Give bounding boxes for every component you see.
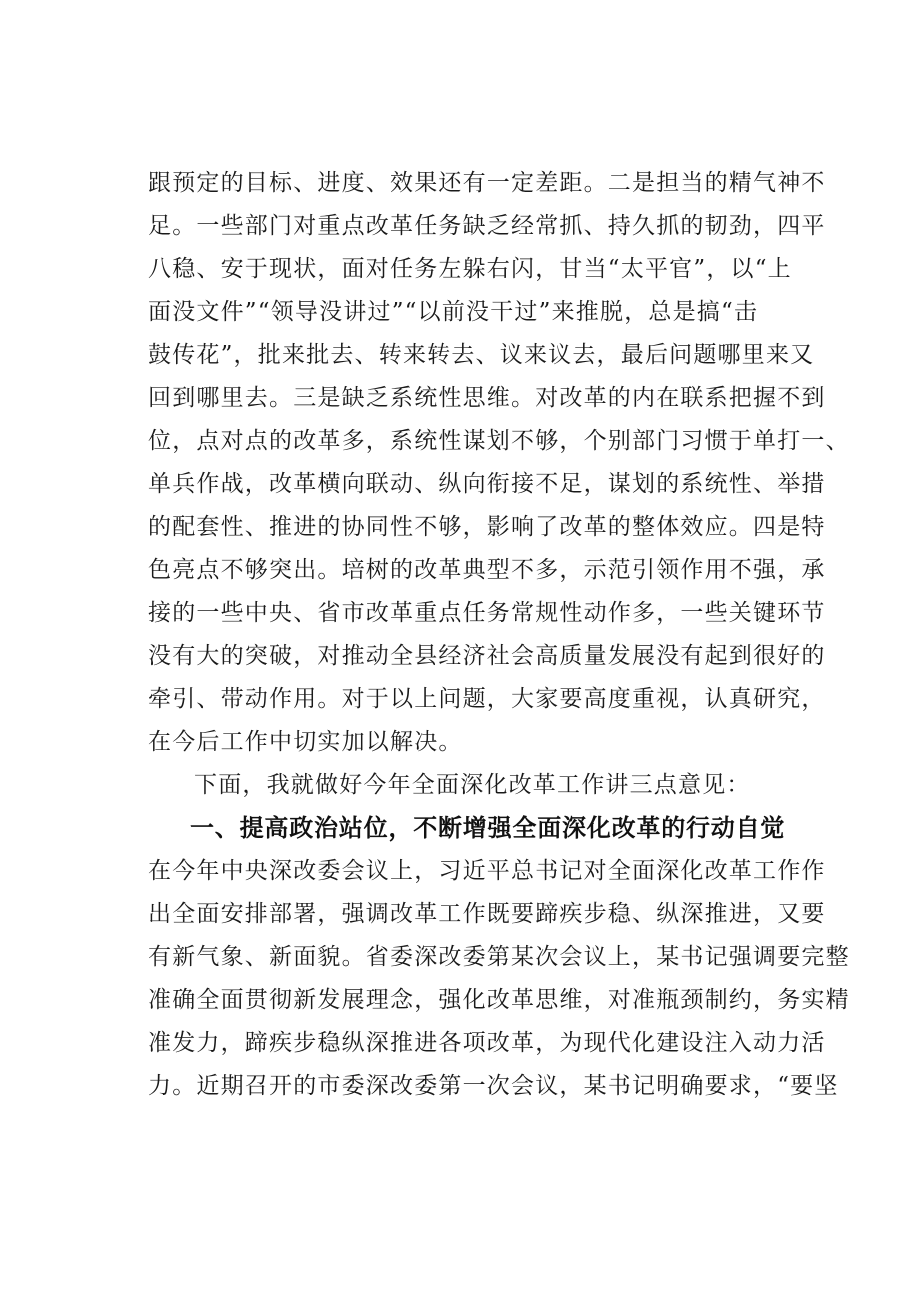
paragraph-line: 有新气象、新面貌。省委深改委第某次会议上，某书记强调要完整 — [148, 944, 850, 970]
paragraph-line: 鼓传花”，批来批去、转来转去、议来议去，最后问题哪里来又 — [148, 342, 815, 368]
paragraph-line: 位，点对点的改革多，系统性谋划不够，个别部门习惯于单打一、 — [148, 428, 850, 454]
paragraph-line: 牵引、带动作用。对于以上问题，大家要高度重视，认真研究， — [148, 686, 826, 712]
section-heading: 一、提高政治站位，不断增强全面深化改革的行动自觉 — [190, 814, 786, 842]
paragraph-line: 回到哪里去。三是缺乏系统性思维。对改革的内在联系把握不到 — [148, 385, 826, 411]
paragraph-line: 接的一些中央、省市改革重点任务常规性动作多，一些关键环节 — [148, 600, 826, 626]
paragraph-line: 跟预定的目标、进度、效果还有一定差距。二是担当的精气神不 — [148, 170, 826, 196]
paragraph-line: 没有大的突破，对推动全县经济社会高质量发展没有起到很好的 — [148, 643, 826, 669]
paragraph-line: 的配套性、推进的协同性不够，影响了改革的整体效应。四是特 — [148, 514, 826, 540]
intro-paragraph: 下面，我就做好今年全面深化改革工作讲三点意见： — [194, 772, 751, 798]
paragraph-line: 单兵作战，改革横向联动、纵向衔接不足，谋划的系统性、举措 — [148, 471, 826, 497]
paragraph-line: 力。近期召开的市委深改委第一次会议，某书记明确要求，“要坚 — [148, 1073, 839, 1099]
paragraph-line: 出全面安排部署，强调改革工作既要蹄疾步稳、纵深推进，又要 — [148, 901, 826, 927]
paragraph-line: 在今年中央深改委会议上，习近平总书记对全面深化改革工作作 — [148, 858, 826, 884]
paragraph-line: 在今后工作中切实加以解决。 — [148, 729, 463, 755]
paragraph-line: 八稳、安于现状，面对任务左躲右闪，甘当“太平官”，以“上 — [148, 256, 792, 282]
paragraph-line: 面没文件”“领导没讲过”“以前没干过”来推脱，总是搞“击 — [148, 299, 759, 325]
paragraph-line: 准确全面贯彻新发展理念，强化改革思维，对准瓶颈制约，务实精 — [148, 987, 850, 1013]
paragraph-line: 准发力，蹄疾步稳纵深推进各项改革，为现代化建设注入动力活 — [148, 1030, 826, 1056]
paragraph-line: 色亮点不够突出。培树的改革典型不多，示范引领作用不强，承 — [148, 557, 826, 583]
paragraph-line: 足。一些部门对重点改革任务缺乏经常抓、持久抓的韧劲，四平 — [148, 213, 826, 239]
